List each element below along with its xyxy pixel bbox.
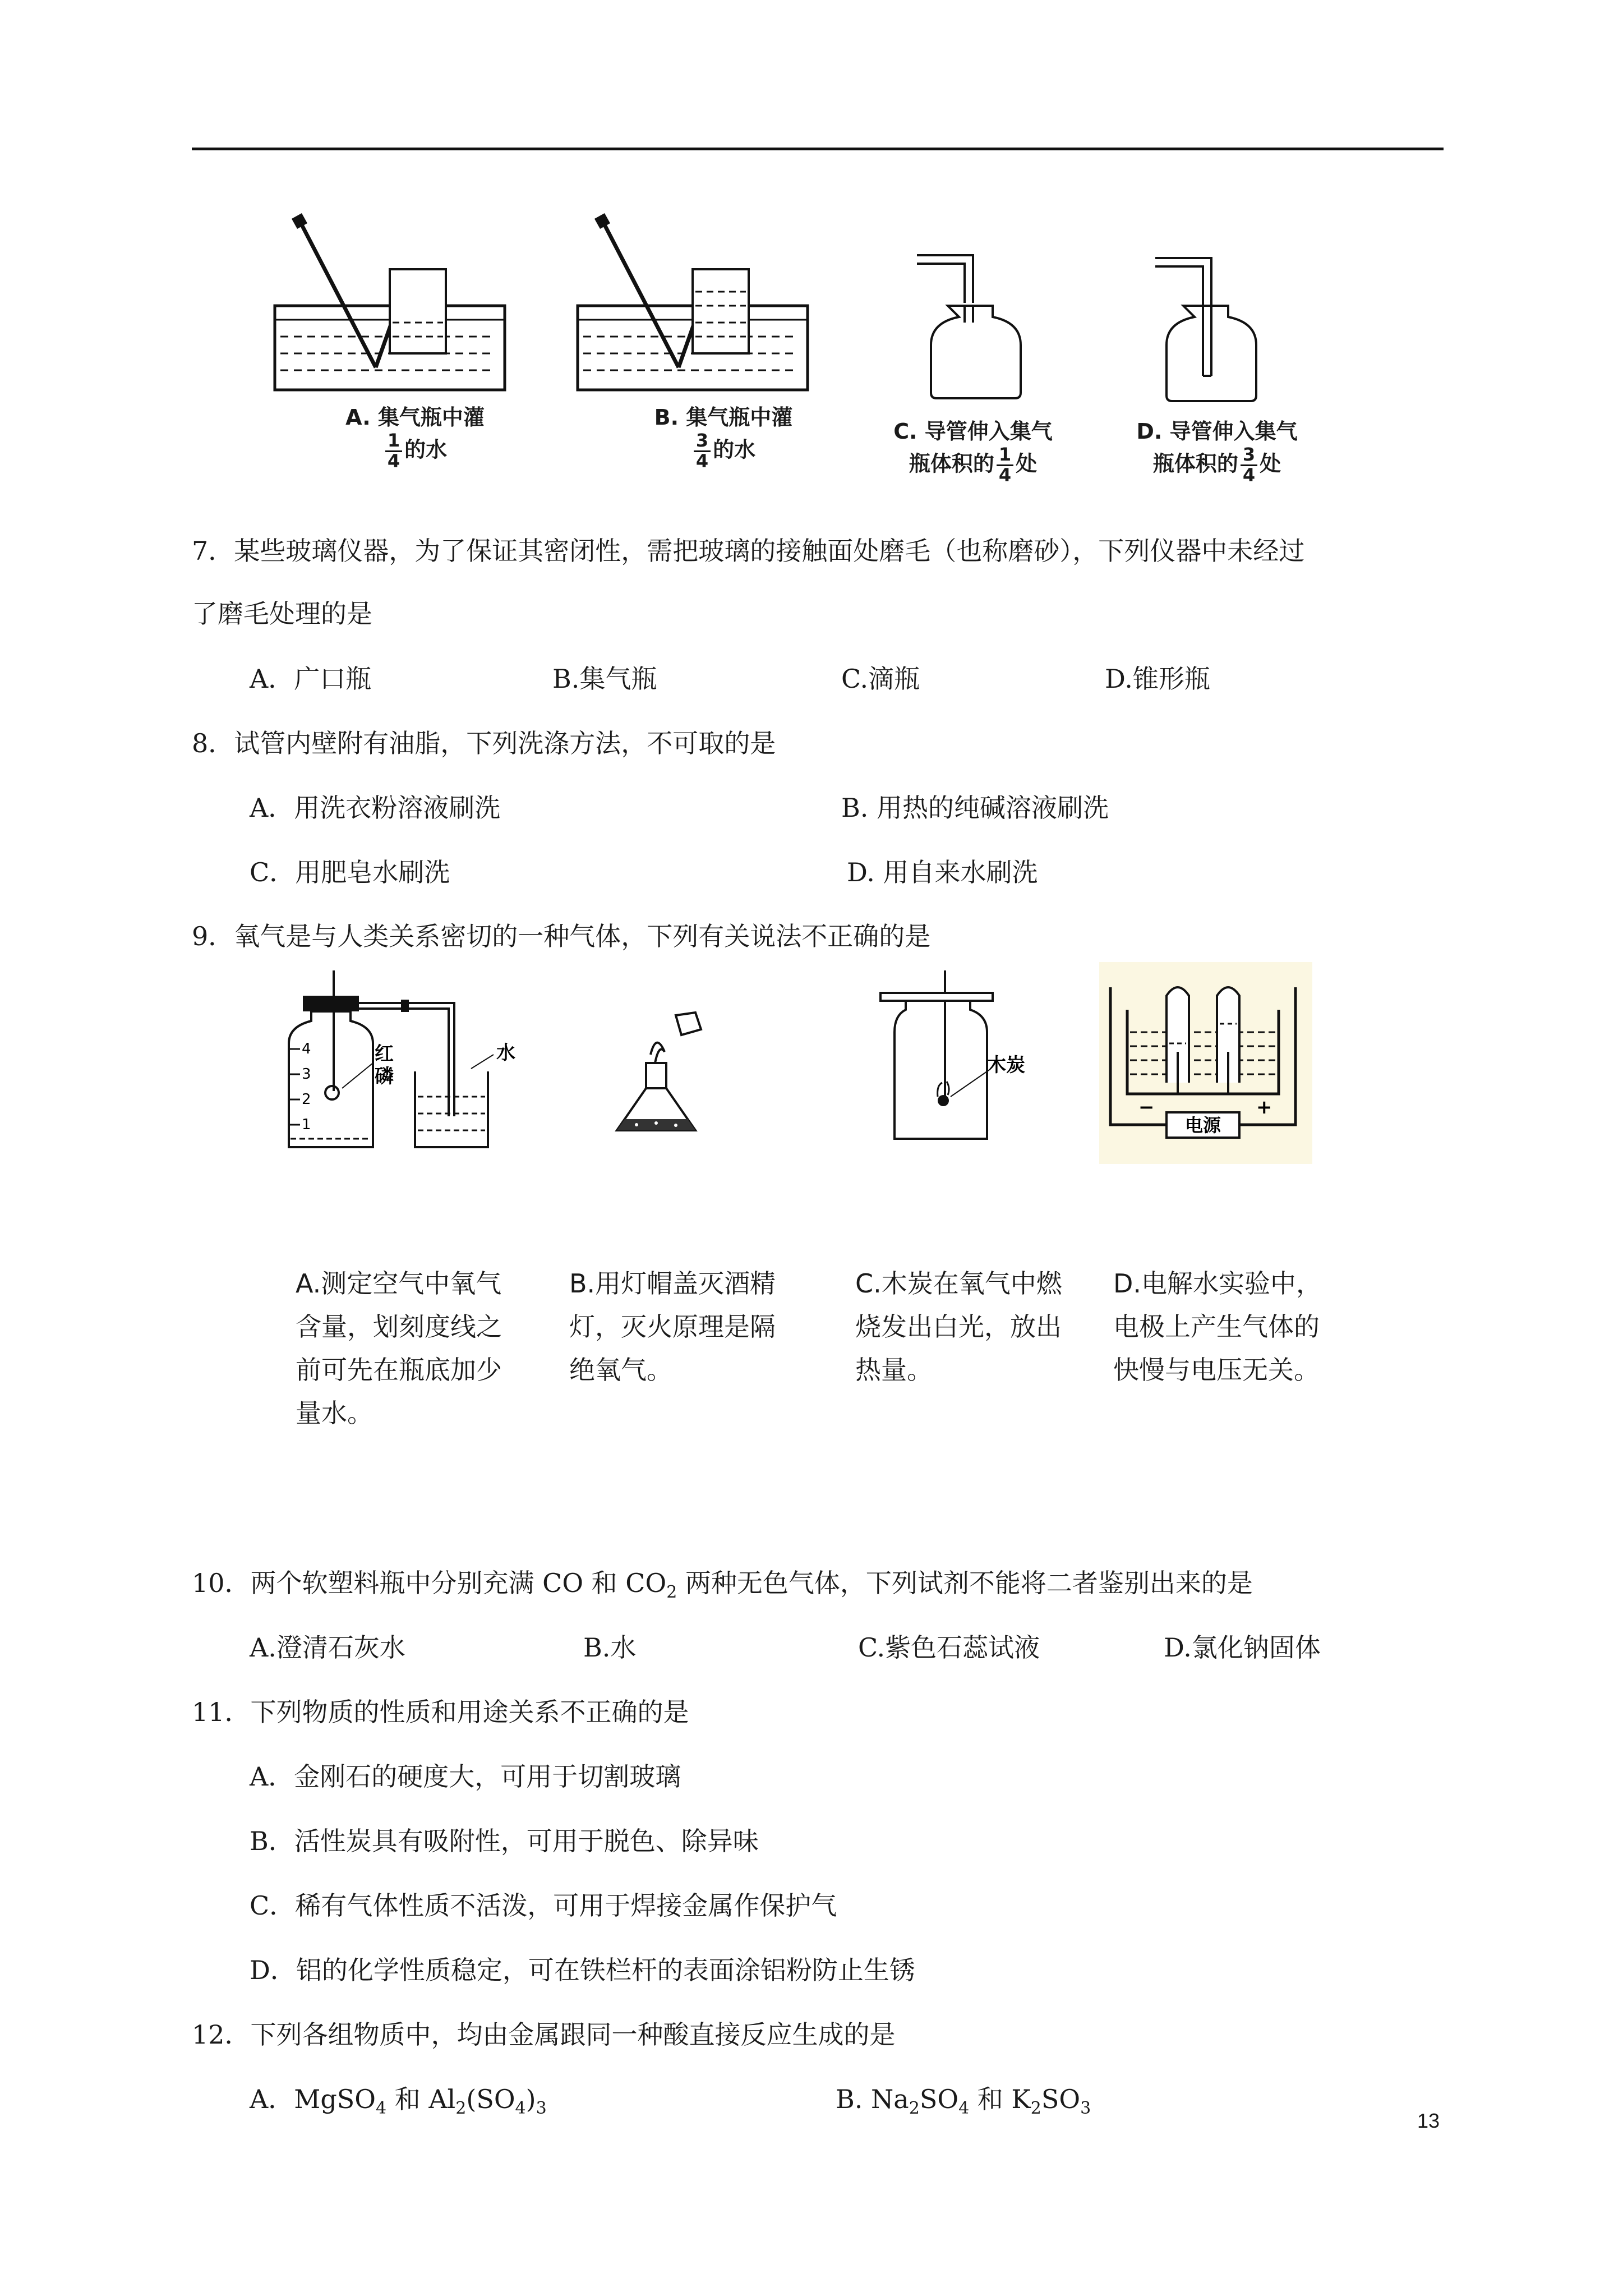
- q8-option-d[interactable]: D. 用自来水刷洗: [847, 857, 1038, 887]
- label-red-phosphorus: 红磷: [375, 1043, 394, 1088]
- q12-option-b[interactable]: B. $Na_2SO_4$ 和 $K_2SO_3$: [836, 2084, 1091, 2119]
- q6-figure-b: [572, 208, 819, 393]
- fraction: $\frac{3}{4}$: [694, 431, 711, 471]
- scale-mark-1: 1: [302, 1116, 311, 1133]
- fraction: $\frac{3}{4}$: [1241, 445, 1257, 485]
- q6-caption-a: A. 集气瓶中灌 $\frac{1}{4}$ 的水: [345, 405, 485, 472]
- header-rule: [192, 148, 1444, 150]
- q11-option-d[interactable]: D．铝的化学性质稳定，可在铁栏杆的表面涂铝粉防止生锈: [250, 1955, 915, 1985]
- q7-option-b[interactable]: B.集气瓶: [552, 664, 657, 694]
- q9-option-b[interactable]: B.用灯帽盖灭酒精灯，灭火原理是隔绝氧气。: [569, 1268, 776, 1385]
- q11-option-a[interactable]: A．金刚石的硬度大，可用于切割玻璃: [250, 1761, 681, 1792]
- q6-figure-a: [269, 208, 516, 393]
- q12-stem: 12．下列各组物质中，均由金属跟同一种酸直接反应生成的是: [192, 2019, 896, 2050]
- q6-caption-c: C. 导管伸入集气 瓶体积的 $\frac{1}{4}$ 处: [893, 419, 1053, 486]
- label-water: 水: [496, 1042, 515, 1064]
- q9-figure-c-charcoal-jar: [875, 970, 1054, 1150]
- q9-figure-b-alcohol-lamp: [606, 1010, 712, 1144]
- q10-option-a[interactable]: A.澄清石灰水: [250, 1632, 405, 1663]
- fraction: $\frac{1}{4}$: [997, 445, 1013, 485]
- label-positive: +: [1256, 1096, 1272, 1119]
- q6-figure-c: [914, 247, 1038, 404]
- label-charcoal: 木炭: [987, 1054, 1025, 1076]
- scale-mark-4: 4: [302, 1041, 311, 1057]
- scale-mark-2: 2: [302, 1091, 311, 1108]
- q7-option-c[interactable]: C.滴瓶: [841, 664, 920, 694]
- q9-figure-d-electrolysis: [1099, 962, 1312, 1164]
- q7-option-d[interactable]: D.锥形瓶: [1105, 664, 1210, 694]
- q9-stem: 9．氧气是与人类关系密切的一种气体，下列有关说法不正确的是: [192, 921, 931, 951]
- scale-mark-3: 3: [302, 1066, 311, 1083]
- page-number: 13: [1417, 2109, 1440, 2132]
- q9-option-a[interactable]: A.测定空气中氧气含量，划刻度线之前可先在瓶底加少量水。: [296, 1268, 502, 1428]
- label-power-source: 电源: [1184, 1115, 1221, 1136]
- q8-option-a[interactable]: A．用洗衣粉溶液刷洗: [250, 793, 501, 823]
- q7-stem-line2: 了磨毛处理的是: [192, 599, 372, 629]
- q7-option-a[interactable]: A．广口瓶: [250, 664, 372, 694]
- q10-stem: 10．两个软塑料瓶中分别充满 CO 和 $CO_2$ 两种无色气体，下列试剂不能将二者鉴别出来的是: [192, 1568, 1253, 1603]
- q10-option-c[interactable]: C.紫色石蕊试液: [858, 1632, 1040, 1663]
- q6-caption-b: B. 集气瓶中灌 $\frac{3}{4}$ 的水: [654, 405, 793, 472]
- q7-stem-line1: 7．某些玻璃仪器，为了保证其密闭性，需把玻璃的接触面处磨毛（也称磨砂），下列仪器中未经过: [192, 536, 1305, 566]
- q8-stem: 8．试管内壁附有油脂，下列洗涤方法，不可取的是: [192, 728, 776, 758]
- label-negative: −: [1138, 1096, 1155, 1119]
- q9-option-c[interactable]: C.木炭在氧气中燃烧发出白光，放出热量。: [855, 1268, 1062, 1385]
- q11-option-b[interactable]: B．活性炭具有吸附性，可用于脱色、除异味: [250, 1826, 759, 1856]
- q9-option-d[interactable]: D.电解水实验中，电极上产生气体的快慢与电压无关。: [1113, 1268, 1322, 1385]
- q6-figure-d: [1150, 252, 1273, 409]
- q12-option-a[interactable]: A．MgSO$_4$ 和 $Al_2(SO_4)_3$: [250, 2084, 547, 2119]
- q9-figure-a-phosphorus-apparatus: [280, 970, 527, 1156]
- q10-option-b[interactable]: B.水: [583, 1632, 637, 1663]
- q11-option-c[interactable]: C．稀有气体性质不活泼，可用于焊接金属作保护气: [250, 1890, 837, 1921]
- q10-option-d[interactable]: D.氯化钠固体: [1164, 1632, 1321, 1663]
- q8-option-c[interactable]: C．用肥皂水刷洗: [250, 857, 450, 887]
- fraction: $\frac{1}{4}$: [385, 431, 402, 471]
- q6-caption-d: D. 导管伸入集气 瓶体积的 $\frac{3}{4}$ 处: [1136, 419, 1298, 486]
- q8-option-b[interactable]: B. 用热的纯碱溶液刷洗: [841, 793, 1109, 823]
- q11-stem: 11．下列物质的性质和用途关系不正确的是: [192, 1697, 689, 1727]
